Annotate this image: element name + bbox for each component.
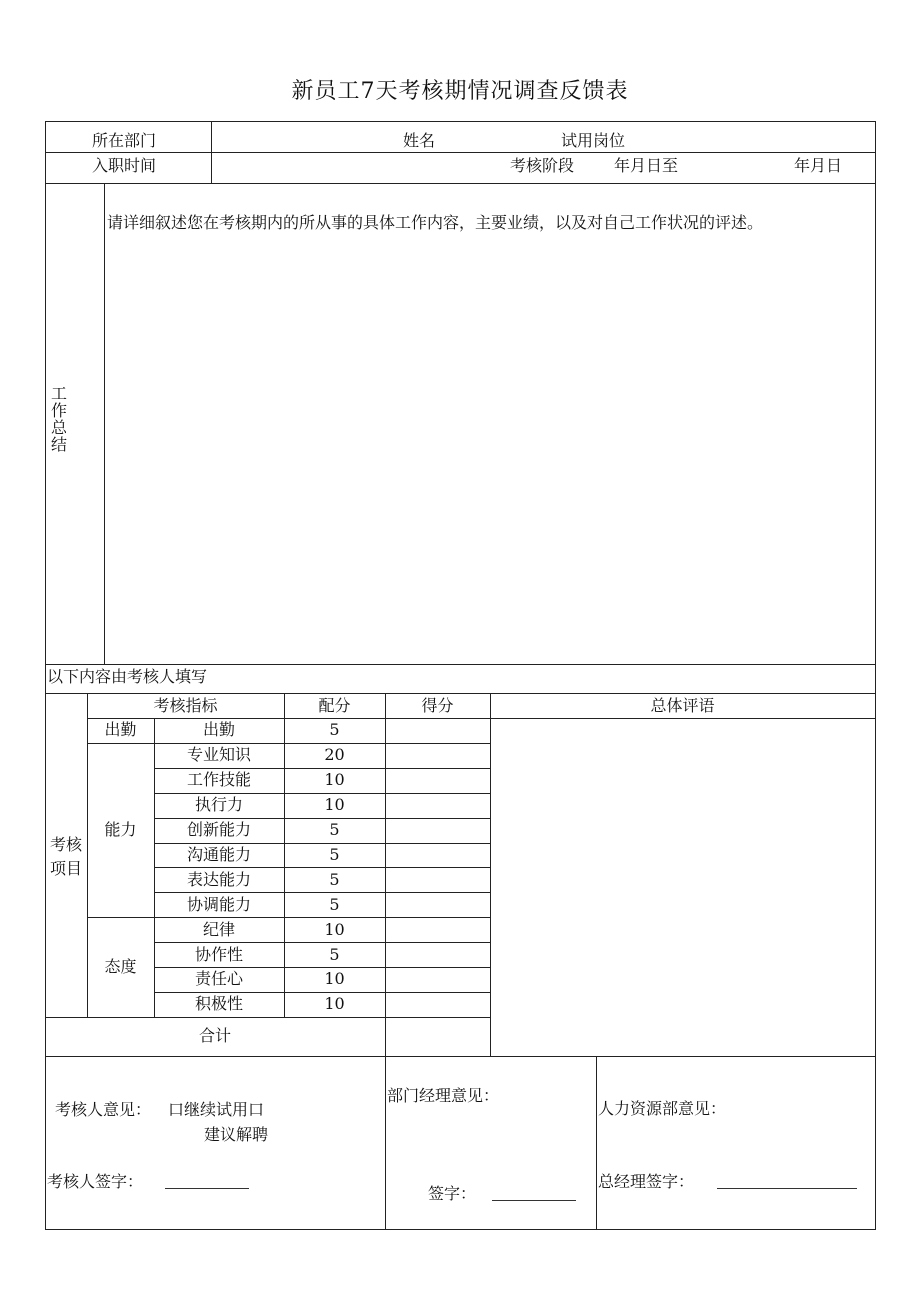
item-name: 工作技能 xyxy=(186,770,251,790)
frame-bottom xyxy=(45,1229,876,1230)
item-weight: 10 xyxy=(324,919,345,939)
assessor-sign-label: 考核人签字： xyxy=(47,1172,144,1191)
row-line xyxy=(154,867,491,868)
summary-instruction: 请详细叙述您在考核期内的所从事的具体工作内容，主要业绩，以及对自己工作状况的评述。 xyxy=(107,213,764,232)
item-name: 协作性 xyxy=(194,944,243,964)
row-line xyxy=(154,942,491,943)
frame-top xyxy=(45,121,876,122)
period-from: 年月日至 xyxy=(614,156,679,175)
group-bottom-line xyxy=(87,917,491,918)
item-name: 协调能力 xyxy=(186,894,251,914)
note-bottom xyxy=(45,693,876,694)
item-name: 出勤 xyxy=(202,720,235,740)
row-line xyxy=(154,892,491,893)
row-line xyxy=(154,992,491,993)
assessor-opinion-label: 考核人意见： xyxy=(55,1100,152,1119)
weight-col-line xyxy=(385,693,386,1057)
row-line xyxy=(154,967,491,968)
header-col-divider xyxy=(211,121,212,184)
department-label: 所在部门 xyxy=(92,131,157,150)
row-line xyxy=(154,843,491,844)
header-bottom xyxy=(45,183,876,184)
row-line xyxy=(154,818,491,819)
dept-sign-label: 签字： xyxy=(428,1184,477,1203)
item-name: 专业知识 xyxy=(186,745,251,765)
item-weight: 5 xyxy=(329,844,340,864)
period-to: 年月日 xyxy=(794,156,843,175)
dept-sign-line[interactable] xyxy=(492,1200,576,1201)
period-label: 考核阶段 xyxy=(510,156,575,175)
item-weight: 5 xyxy=(329,820,340,840)
item-name: 表达能力 xyxy=(186,869,251,889)
group-label: 出勤 xyxy=(104,720,137,740)
item-weight: 5 xyxy=(329,944,340,964)
opinions-top xyxy=(45,1056,876,1057)
summary-bottom xyxy=(45,664,876,665)
hire-date-label: 入职时间 xyxy=(92,156,157,175)
assessment-header-bottom xyxy=(87,718,876,719)
assessment-side-label: 考核 项目 xyxy=(49,835,82,878)
header-row-divider xyxy=(45,152,876,153)
item-name: 执行力 xyxy=(194,795,243,815)
item-weight: 10 xyxy=(324,795,345,815)
group-bottom-line xyxy=(87,743,491,744)
col-weight-header: 配分 xyxy=(318,695,351,715)
hr-opinion-label: 人力资源部意见： xyxy=(598,1099,727,1118)
group-label: 态度 xyxy=(104,957,137,976)
summary-col-divider xyxy=(104,183,105,665)
score-col-line xyxy=(490,693,491,1057)
item-name: 责任心 xyxy=(194,969,243,989)
position-label: 试用岗位 xyxy=(561,131,626,150)
form-title: 新员工7天考核期情况调查反馈表 xyxy=(291,79,629,104)
col-indicator-header: 考核指标 xyxy=(153,695,218,715)
option-continue: 口继续试用口 xyxy=(168,1100,265,1119)
option-dismiss: 建议解聘 xyxy=(204,1125,269,1144)
item-weight: 20 xyxy=(324,745,345,765)
frame-right xyxy=(875,121,876,1230)
gm-sign-label: 总经理签字： xyxy=(598,1172,695,1191)
group-bottom-line xyxy=(45,1017,491,1018)
name-label: 姓名 xyxy=(403,131,436,150)
item-weight: 10 xyxy=(324,770,345,790)
row-line xyxy=(154,768,491,769)
item-name: 创新能力 xyxy=(186,820,251,840)
item-weight: 5 xyxy=(329,894,340,914)
col-score-header: 得分 xyxy=(421,695,454,715)
item-weight: 5 xyxy=(329,869,340,889)
item-weight: 10 xyxy=(324,969,345,989)
item-name: 积极性 xyxy=(194,994,243,1014)
row-line xyxy=(154,793,491,794)
dept-manager-label: 部门经理意见： xyxy=(387,1086,500,1105)
frame-left xyxy=(45,121,46,1230)
item-weight: 10 xyxy=(324,994,345,1014)
opinions-divider-1 xyxy=(385,1018,386,1229)
item-weight: 5 xyxy=(329,720,340,740)
total-label: 合计 xyxy=(198,1026,231,1046)
col-comment-header: 总体评语 xyxy=(650,695,715,715)
item-name: 纪律 xyxy=(202,919,235,939)
summary-side-label: 工 作 总 结 xyxy=(50,384,67,454)
group-label: 能力 xyxy=(104,820,137,840)
gm-sign-line[interactable] xyxy=(717,1188,857,1189)
assessor-note: 以下内容由考核人填写 xyxy=(47,667,208,686)
opinions-divider-2 xyxy=(596,1056,597,1230)
item-name: 沟通能力 xyxy=(186,844,251,864)
assessor-sign-line[interactable] xyxy=(165,1188,249,1189)
